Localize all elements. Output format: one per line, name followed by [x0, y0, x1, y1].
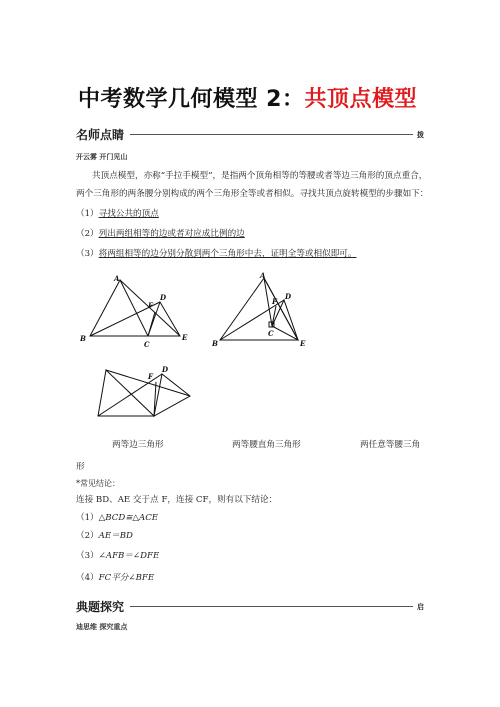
- section-divider-2: [130, 606, 413, 607]
- fig2-label-f: F: [272, 297, 277, 306]
- conclusions-heading: *常见结论：: [76, 479, 120, 488]
- title-main: 中考数学几何模型 2：: [78, 87, 305, 112]
- fig1-label-d: D: [160, 293, 167, 302]
- conclusion-4: （4）FC平分∠BFE: [76, 573, 155, 583]
- caption-isosceles-wrap: 形: [76, 462, 85, 472]
- step-2: （2）列出两组相等的边或者对应成比例的边: [76, 229, 245, 239]
- conclusion-1: （1）△BCD≅△ACE: [76, 513, 159, 523]
- caption-equilateral: 两等边三角形: [112, 440, 164, 450]
- conclusions-intro: 连接 BD、AE 交于点 F，连接 CF，则有以下结论：: [76, 495, 278, 505]
- section-end-mark: 拨: [417, 131, 424, 139]
- fig3-label-f: F: [148, 372, 153, 381]
- intro-line-1: 共顶点模型，亦称“手拉手模型”，是指两个顶角相等的等腰或者等边三角形的顶点重合，: [92, 171, 428, 181]
- section-subtitle: 开云雾 开门见山: [76, 153, 128, 161]
- fig1-label-e: E: [182, 333, 188, 342]
- step-1-text: 寻找公共的顶点: [98, 209, 159, 219]
- section-heading-mingshi: 名师点睛: [76, 128, 125, 142]
- step-3: （3）将两组相等的边分别分散到两个三角形中去，证明全等或相似即可。: [76, 249, 357, 259]
- fig1-label-c: C: [144, 340, 150, 349]
- conclusion-3-text: ∠AFB＝∠DFE: [98, 551, 160, 561]
- fig3-label-d: D: [162, 365, 169, 374]
- title-highlight: 共顶点模型: [304, 87, 417, 112]
- fig2-label-b: B: [212, 339, 218, 348]
- figure-equilateral-triangles: [76, 270, 196, 350]
- section-divider: [130, 134, 413, 135]
- fig2-label-e: E: [300, 339, 306, 348]
- section-heading-diantitan: 典题探究: [76, 600, 125, 614]
- figure-isosceles-right-triangles: [212, 268, 312, 352]
- fig1-label-b: B: [80, 334, 86, 343]
- intro-line-2: 两个三角形的两条腰分别构成的两个三角形全等或者相似。寻找共顶点旋转模型的步骤如下：: [76, 189, 429, 199]
- figure-isosceles-triangles: [84, 360, 204, 426]
- conclusion-4-text: FC平分∠BFE: [98, 573, 155, 583]
- conclusion-2-text: AE＝BD: [98, 531, 133, 541]
- section-end-mark-2: 启: [417, 603, 424, 611]
- fig2-label-d: D: [285, 292, 292, 301]
- caption-isosceles-right: 两等腰直角三角形: [232, 440, 301, 450]
- conclusion-1-text: △BCD≅△ACE: [98, 513, 159, 523]
- step-2-text: 列出两组相等的边或者对应成比例的边: [98, 229, 245, 239]
- fig2-label-c: C: [268, 329, 274, 338]
- page-title: [78, 82, 417, 113]
- fig1-label-f: F: [148, 301, 153, 310]
- section-subtitle-2: 迪思维 探究重点: [76, 623, 128, 631]
- fig2-label-a: A: [260, 271, 266, 280]
- step-3-text: 将两组相等的边分别分散到两个三角形中去，证明全等或相似即可。: [98, 249, 357, 259]
- conclusion-2: （2）AE＝BD: [76, 531, 133, 541]
- fig1-label-a: A: [114, 274, 120, 283]
- step-1: （1）寻找公共的顶点: [76, 209, 159, 219]
- conclusion-3: （3）∠AFB＝∠DFE: [76, 551, 160, 561]
- caption-isosceles: 两任意等腰三角: [360, 440, 421, 450]
